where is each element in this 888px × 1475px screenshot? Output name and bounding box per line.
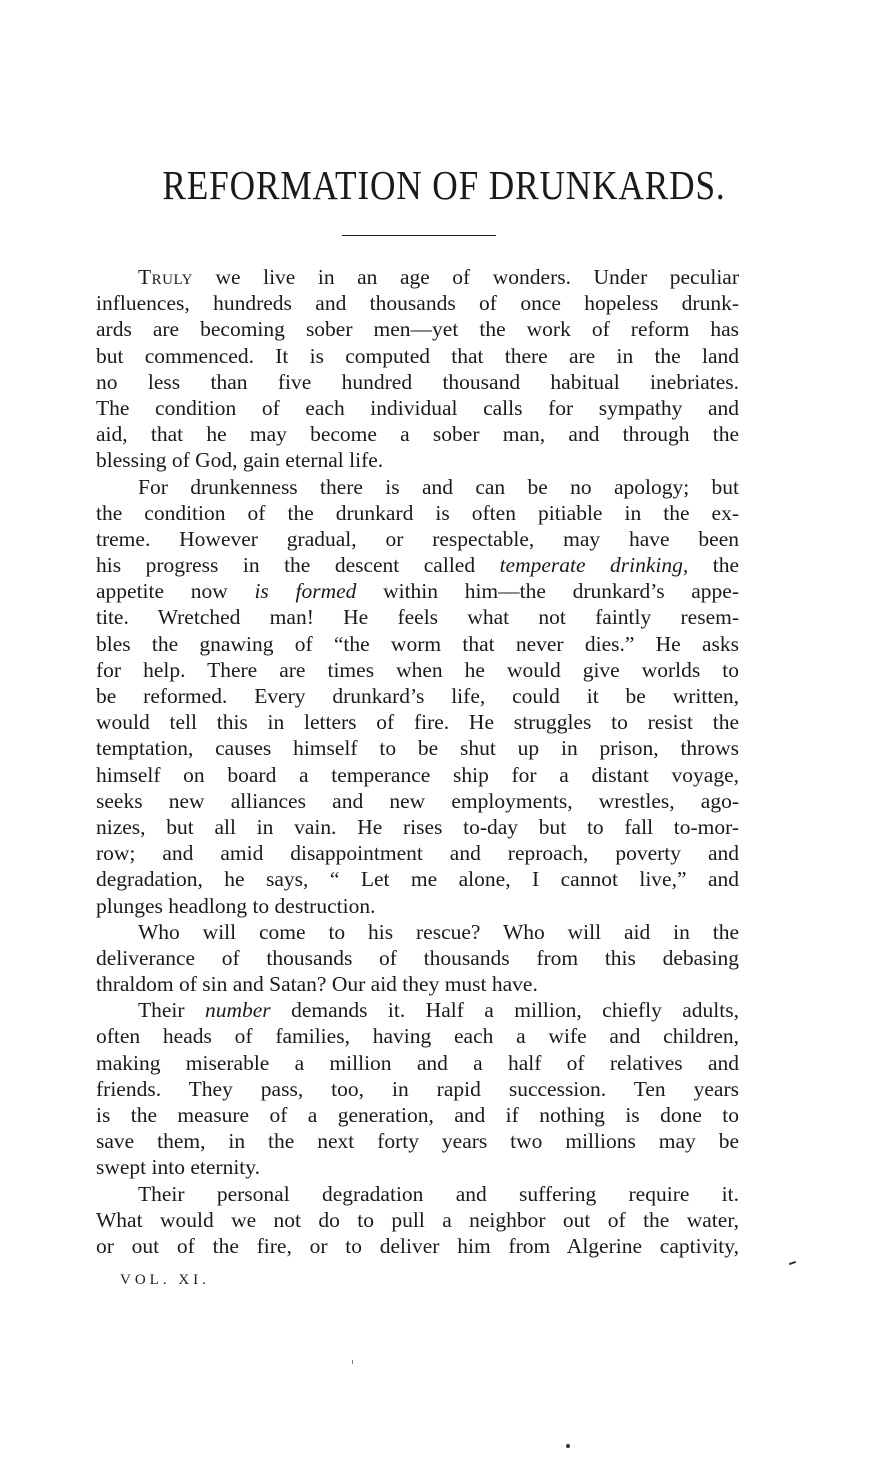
text-line: appetite now is formed within him—the drunkard’s appe- [96, 579, 739, 604]
text-line: seeks new alliances and new employments, wrestles, ago- [96, 788, 739, 813]
text-line: Their number demands it. Half a million, chiefly adults, [138, 998, 739, 1023]
text-line: influences, hundreds and thousands of once hopeless drunk- [96, 291, 739, 316]
text-line: Who will come to his rescue? Who will aid in the [138, 919, 739, 944]
text-line: ards are becoming sober men—yet the work of reform has [96, 317, 739, 342]
italic-phrase: number [204, 998, 271, 1023]
title-rule [342, 235, 496, 236]
text-line: degradation, he says, “ Let me alone, I cannot live,” and [96, 867, 739, 892]
text-line: be reformed. Every drunkard’s life, could it be written, [96, 684, 739, 708]
text-line: aid, that he may become a sober man, and through the [96, 422, 739, 447]
text-line: thraldom of sin and Satan? Our aid they must have. [96, 972, 538, 997]
text-line: bles the gnawing of “the worm that never dies.” He asks [96, 631, 739, 656]
article-body [96, 264, 739, 1259]
text-line: often heads of families, having each a wife and children, [96, 1024, 739, 1049]
article-title: REFORMATION OF DRUNKARDS. [162, 162, 726, 208]
text-line: plunges headlong to destruction. [96, 893, 376, 918]
text-line: What would we not do to pull a neighbor out of the water, [96, 1207, 739, 1232]
text-line: tite. Wretched man! He feels what not faintly resem- [96, 605, 739, 630]
text-line: Truly we live in an age of wonders. Under peculiar [138, 265, 739, 289]
text-line: swept into eternity. [96, 1155, 261, 1180]
text-line: would tell this in letters of fire. He struggles to resist the [96, 710, 739, 735]
text-line: save them, in the next forty years two millions may be [96, 1129, 739, 1154]
text-line: his progress in the descent called temperate drinking, the [96, 553, 739, 578]
text-line: nizes, but all in vain. He rises to-day but to fall to-mor- [96, 814, 739, 839]
text-line: but commenced. It is computed that there are in the land [96, 343, 739, 368]
scan-dot [566, 1444, 570, 1448]
text-line: row; and amid disappointment and reproach, poverty and [96, 841, 739, 866]
text-line: himself on board a temperance ship for a distant voyage, [96, 762, 739, 787]
text-line: temptation, causes himself to be shut up in prison, throws [96, 736, 739, 761]
text-line: treme. However gradual, or respectable, may have been [96, 526, 739, 551]
text-line: For drunkenness there is and can be no apology; but [138, 474, 739, 499]
text-line: blessing of God, gain eternal life. [96, 448, 384, 473]
text-line: for help. There are times when he would give worlds to [96, 657, 739, 682]
text-line: The condition of each individual calls for sympathy and [96, 395, 739, 420]
text-line: making miserable a million and a half of relatives and [96, 1050, 739, 1075]
scan-speck [352, 1360, 353, 1364]
italic-phrase: is formed [254, 579, 357, 604]
text-line: Their personal degradation and suffering require it. [138, 1181, 739, 1206]
drop-word: Truly [138, 265, 193, 289]
text-line: deliverance of thousands of thousands from this debasing [96, 945, 739, 970]
italic-phrase: temperate drinking, [499, 553, 689, 578]
text-line: no less than five hundred thousand habitual inebriates. [96, 369, 739, 394]
text-line: friends. They pass, too, in rapid succession. Ten years [96, 1076, 739, 1101]
text-line: or out of the fire, or to deliver him from Algerine captivity, [96, 1233, 739, 1258]
volume-signature: VOL. XI. [120, 1272, 210, 1288]
text-line: the condition of the drunkard is often pitiable in the ex- [96, 500, 739, 525]
text-line: is the measure of a generation, and if nothing is done to [96, 1103, 739, 1127]
margin-mark [789, 1261, 796, 1265]
